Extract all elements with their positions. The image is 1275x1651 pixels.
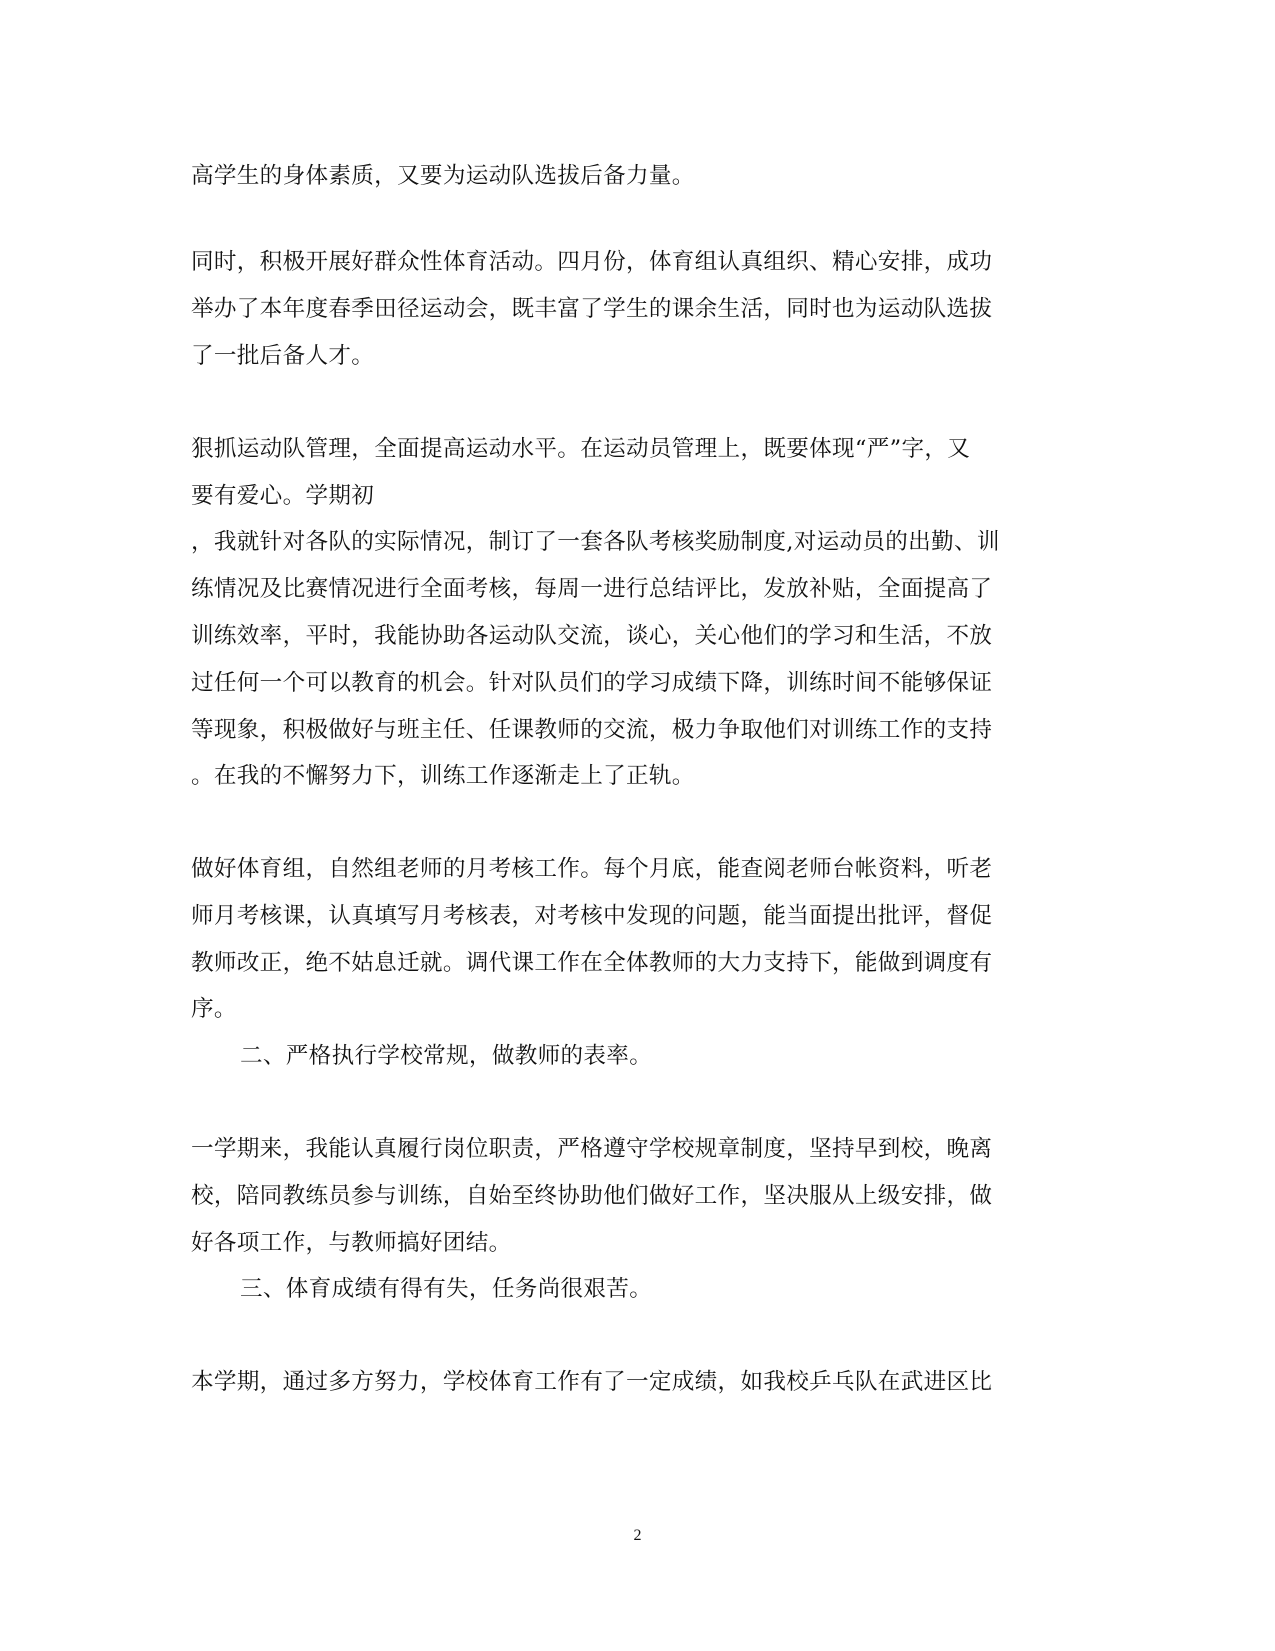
text-line: ，我就针对各队的实际情况，制订了一套各队考核奖励制度,对运动员的出勤、训	[191, 529, 1000, 555]
text-line: 一学期来，我能认真履行岗位职责，严格遵守学校规章制度，坚持早到校，晚离	[191, 1136, 993, 1162]
text-line: 好各项工作，与教师搞好团结。	[191, 1230, 512, 1256]
text-line: 校，陪同教练员参与训练，自始至终协助他们做好工作，坚决服从上级安排，做	[191, 1183, 993, 1209]
text-line: 练情况及比赛情况进行全面考核，每周一进行总结评比，发放补贴，全面提高了	[191, 576, 993, 602]
text-line: 序。	[191, 996, 237, 1022]
text-line: 狠抓运动队管理，全面提高运动水平。在运动员管理上，既要体现“严”字，又	[191, 436, 971, 462]
section-heading: 二、严格执行学校常规，做教师的表率。	[240, 1043, 653, 1069]
text-line: 要有爱心。学期初	[191, 483, 375, 509]
text-line: 高学生的身体素质，又要为运动队选拔后备力量。	[191, 163, 695, 189]
section-heading: 三、体育成绩有得有失，任务尚很艰苦。	[240, 1276, 653, 1302]
text-line: 同时，积极开展好群众性体育活动。四月份，体育组认真组织、精心安排，成功	[191, 249, 993, 275]
text-line: 了一批后备人才。	[191, 343, 375, 369]
text-line: 等现象，积极做好与班主任、任课教师的交流，极力争取他们对训练工作的支持	[191, 717, 993, 743]
text-line: 教师改正，绝不姑息迁就。调代课工作在全体教师的大力支持下，能做到调度有	[191, 950, 993, 976]
text-line: 过任何一个可以教育的机会。针对队员们的学习成绩下降，训练时间不能够保证	[191, 670, 993, 696]
text-line: 师月考核课，认真填写月考核表，对考核中发现的问题，能当面提出批评，督促	[191, 903, 993, 929]
text-line: 训练效率，平时，我能协助各运动队交流，谈心，关心他们的学习和生活，不放	[191, 623, 993, 649]
text-line: 举办了本年度春季田径运动会，既丰富了学生的课余生活，同时也为运动队选拔	[191, 296, 993, 322]
text-line: 。在我的不懈努力下，训练工作逐渐走上了正轨。	[191, 763, 695, 789]
page-number: 2	[633, 1527, 642, 1544]
text-line: 本学期，通过多方努力，学校体育工作有了一定成绩，如我校乒乓队在武进区比	[191, 1369, 993, 1395]
text-line: 做好体育组，自然组老师的月考核工作。每个月底，能查阅老师台帐资料，听老	[191, 856, 993, 882]
